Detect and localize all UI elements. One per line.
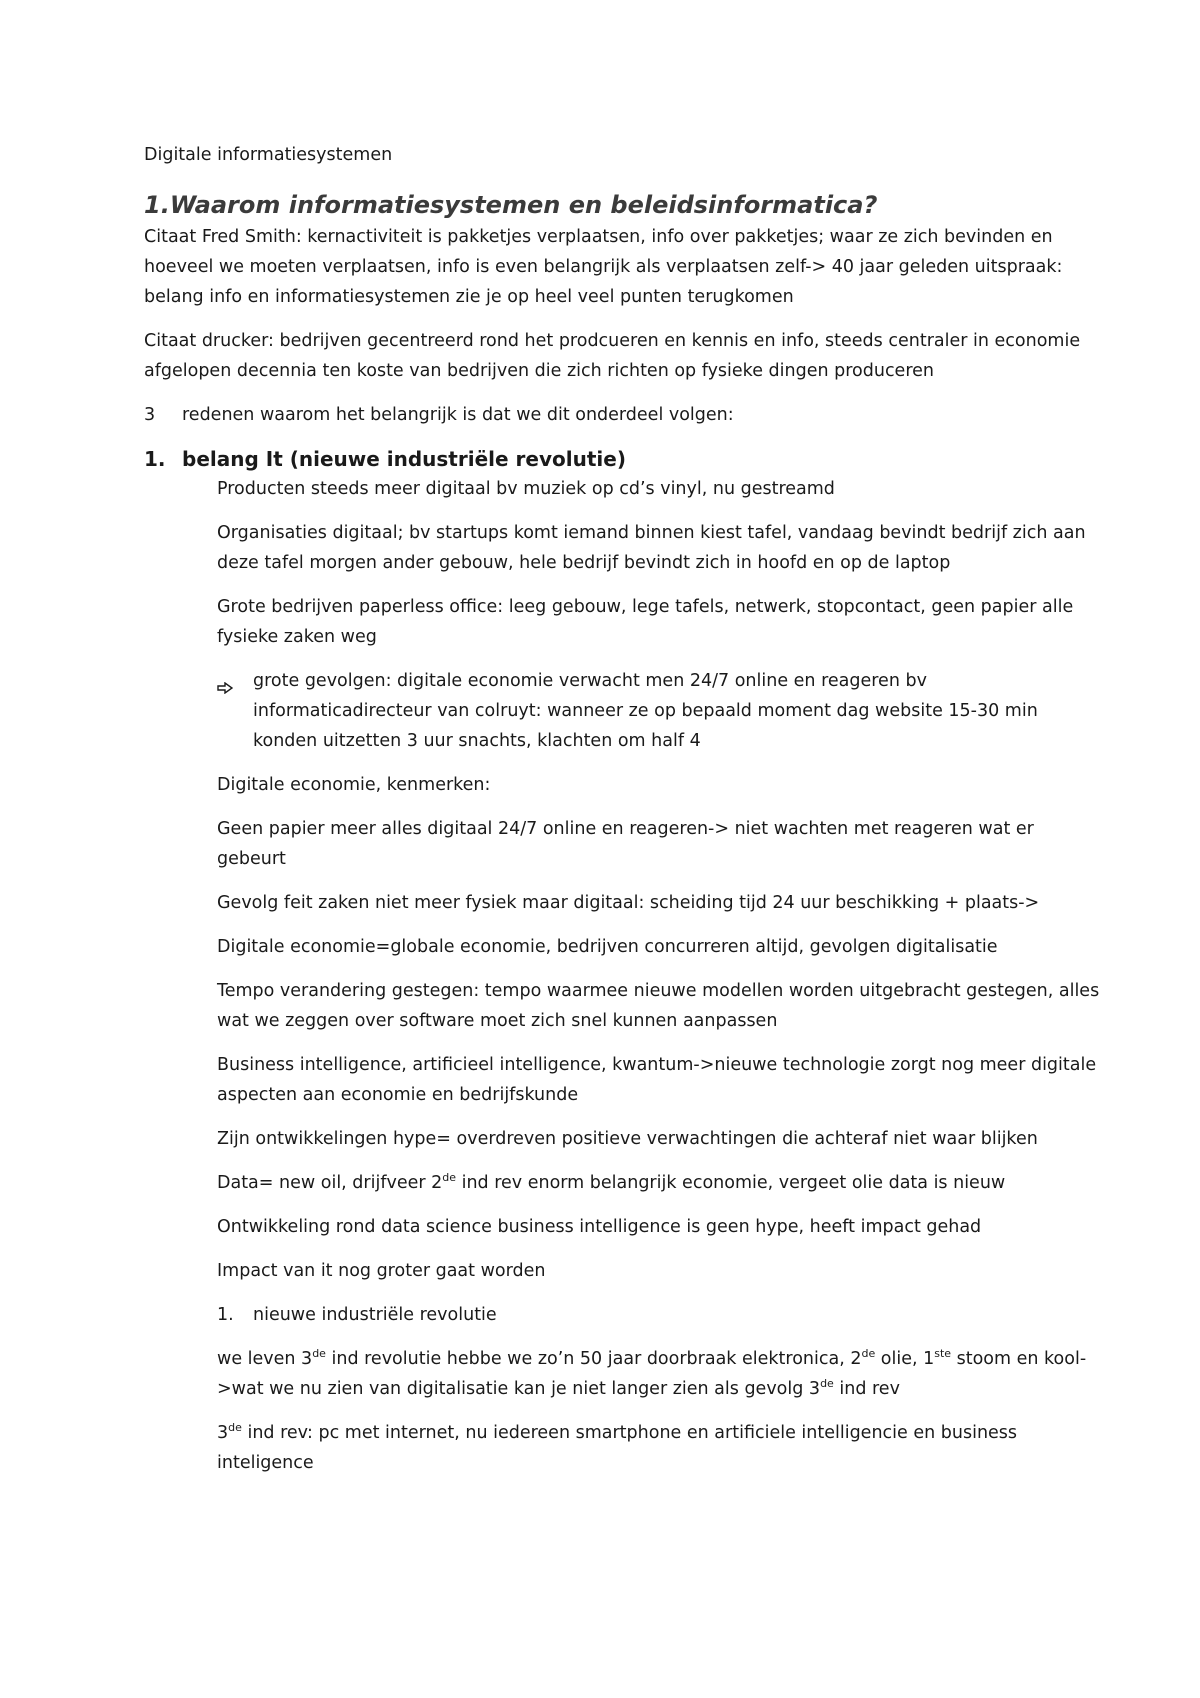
paragraph-drucker: Citaat drucker: bedrijven gecentreerd rond het prodcueren en kennis en info, steeds centraler in economie afgelopen decennia ten koste van bedrijven die zich richten op fysieke dingen produceren — [144, 331, 1081, 381]
list-item-text: nieuwe industriële revolutie — [253, 1305, 497, 1325]
paragraph-globale-economie: Digitale economie=globale economie, bedrijven concurreren altijd, gevolgen digitalisatie — [217, 937, 998, 957]
paragraph-fred-smith: Citaat Fred Smith: kernactiviteit is pakketjes verplaatsen, info over pakketjes; waar ze zich bevinden en hoeveel we moeten verplaatsen, info is even belangrijk als verplaatsen zelf-> 40 jaar geleden uitspraak: belang info en informatiesystemen zie je op heel veel punten terugkomen — [144, 227, 1063, 307]
reasons-line — [144, 400, 1100, 430]
subheading — [144, 444, 1100, 474]
paragraph-we-leven: we leven 3de ind revolutie hebbe we zo’n 50 jaar doorbraak elektronica, 2de olie, 1ste stoom en kool->wat we nu zien van digitalisatie kan je niet langer zien als gevolg 3de ind rev — [217, 1347, 1087, 1399]
subheading-text: belang It (nieuwe industriële revolutie) — [182, 447, 626, 471]
arrow-bullet-icon — [217, 666, 253, 756]
section-heading: 1.Waarom informatiesystemen en beleidsinformatica? — [144, 191, 878, 219]
paragraph-hype: Zijn ontwikkelingen hype= overdreven positieve verwachtingen die achteraf niet waar blijken — [217, 1129, 1038, 1149]
paragraph-data-new-oil: Data= new oil, drijfveer 2de ind rev enorm belangrijk economie, vergeet olie data is nieuw — [217, 1171, 1006, 1193]
paragraph-3de-ind-rev: 3de ind rev: pc met internet, nu iedereen smartphone en artificiele intelligencie en business inteligence — [217, 1421, 1018, 1473]
paragraph-impact: Impact van it nog groter gaat worden — [217, 1261, 546, 1281]
paragraph-kenmerken: Digitale economie, kenmerken: — [217, 775, 491, 795]
subheading-number: 1. — [144, 447, 166, 471]
paragraph-geen-papier: Geen papier meer alles digitaal 24/7 online en reageren-> niet wachten met reageren wat er gebeurt — [217, 819, 1034, 869]
arrow-bullet-item — [217, 666, 1100, 756]
paragraph-tempo: Tempo verandering gestegen: tempo waarmee nieuwe modellen worden uitgebracht gestegen, alles wat we zeggen over software moet zich snel kunnen aanpassen — [217, 981, 1100, 1031]
paragraph-ontwikkeling: Ontwikkeling rond data science business intelligence is geen hype, heeft impact gehad — [217, 1217, 982, 1237]
reasons-number: 3 — [144, 405, 156, 425]
paragraph-gevolg: Gevolg feit zaken niet meer fysiek maar digitaal: scheiding tijd 24 uur beschikking + plaats-> — [217, 893, 1040, 913]
arrow-bullet-text: grote gevolgen: digitale economie verwacht men 24/7 online en reageren bv informaticadirecteur van colruyt: wanneer ze op bepaald moment dag website 15-30 min konden uitzetten 3 uur snachts, klachten om half 4 — [253, 671, 1038, 751]
document-title: Digitale informatiesystemen — [144, 145, 393, 165]
section-body — [144, 474, 1100, 1478]
paragraph-grote-bedrijven: Grote bedrijven paperless office: leeg gebouw, lege tafels, netwerk, stopcontact, geen papier alle fysieke zaken weg — [217, 597, 1074, 647]
paragraph-organisaties: Organisaties digitaal; bv startups komt iemand binnen kiest tafel, vandaag bevindt bedrijf zich aan deze tafel morgen ander gebouw, hele bedrijf bevindt zich in hoofd en op de laptop — [217, 523, 1086, 573]
paragraph-business-intelligence: Business intelligence, artificieel intelligence, kwantum->nieuwe technologie zorgt nog meer digitale aspecten aan economie en bedrijfskunde — [217, 1055, 1097, 1105]
list-item-number: 1. — [217, 1305, 234, 1325]
reasons-text: redenen waarom het belangrijk is dat we dit onderdeel volgen: — [182, 405, 734, 425]
paragraph-producten: Producten steeds meer digitaal bv muziek op cd’s vinyl, nu gestreamd — [217, 479, 835, 499]
numbered-list-item — [217, 1300, 1100, 1330]
